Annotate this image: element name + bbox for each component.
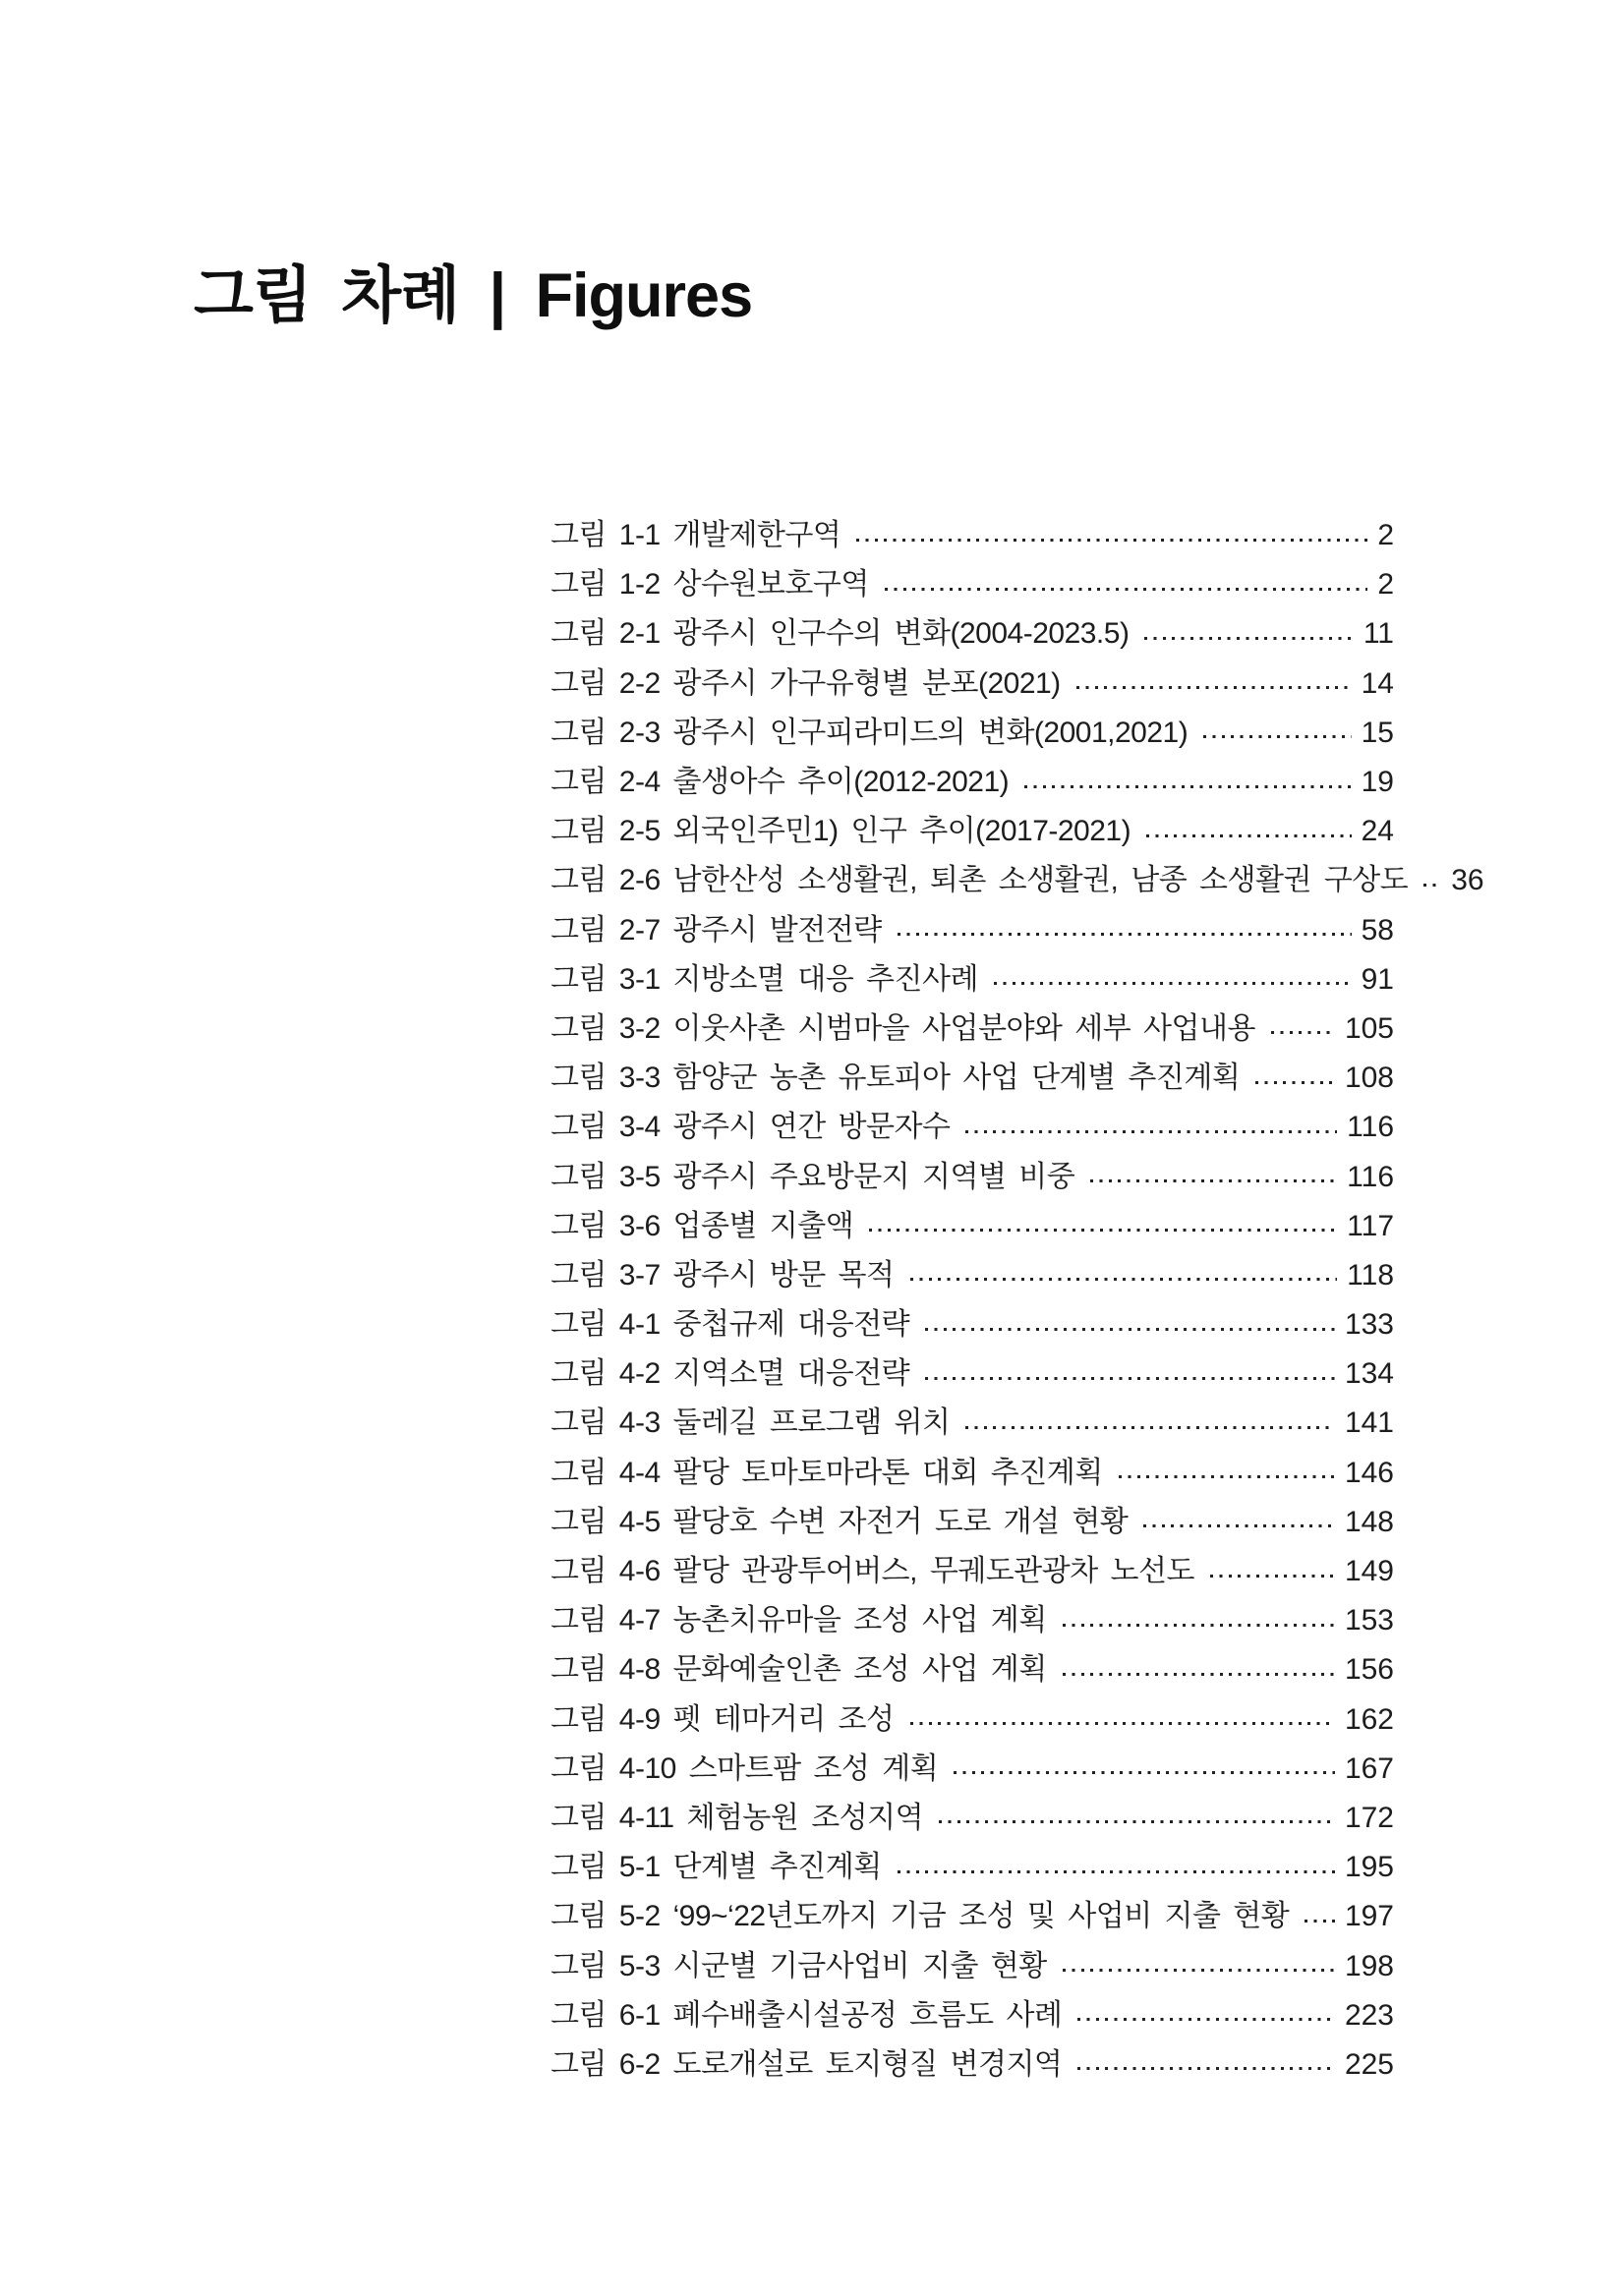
dot-leader	[939, 1820, 1335, 1823]
figure-label: 그림 4-4 팔당 토마토마라톤 대회 추진계획	[551, 1456, 1103, 1489]
figure-page-number: 141	[1344, 1406, 1394, 1440]
dot-leader	[1077, 2067, 1335, 2070]
figure-label: 그림 2-6 남한산성 소생활권, 퇴촌 소생활권, 남종 소생활권 구상도	[551, 864, 1409, 897]
figure-page-number: 225	[1344, 2047, 1394, 2081]
dot-leader	[1271, 1031, 1335, 1034]
figure-page-number: 91	[1361, 962, 1394, 996]
dot-leader	[1210, 1575, 1335, 1578]
figure-label: 그림 1-2 상수원보호구역	[551, 568, 869, 602]
dot-leader	[856, 539, 1367, 542]
figure-page-number: 198	[1344, 1949, 1394, 1982]
figure-page-number: 162	[1344, 1702, 1394, 1736]
figure-page-number: 19	[1361, 766, 1394, 799]
figure-label: 그림 6-2 도로개설로 토지형질 변경지역	[551, 2047, 1063, 2081]
figure-entry	[551, 807, 1394, 856]
figure-label: 그림 3-6 업종별 지출액	[551, 1209, 854, 1242]
dot-leader	[1203, 735, 1351, 738]
figure-label: 그림 4-6 팔당 관광투어버스, 무궤도관광차 노선도	[551, 1555, 1194, 1588]
dot-leader	[1076, 686, 1352, 689]
figure-entry	[551, 1745, 1394, 1794]
figure-entry	[551, 1202, 1394, 1251]
figure-entry	[551, 758, 1394, 807]
figure-label: 그림 4-8 문화예술인촌 조성 사업 계획	[551, 1653, 1047, 1687]
figure-page-number: 153	[1344, 1604, 1394, 1637]
figure-entry	[551, 1941, 1394, 1990]
dot-leader	[965, 1130, 1337, 1133]
figure-label: 그림 4-9 펫 테마거리 조성	[551, 1702, 895, 1736]
figure-entry	[551, 560, 1394, 609]
dot-leader	[925, 1377, 1335, 1380]
figure-page-number: 2	[1377, 568, 1394, 602]
figure-entry	[551, 1349, 1394, 1399]
dot-leader	[885, 588, 1367, 591]
figure-page-number: 156	[1344, 1653, 1394, 1687]
figure-page-number: 2	[1377, 519, 1394, 552]
figure-label: 그림 3-7 광주시 방문 목적	[551, 1258, 895, 1292]
figure-page-number: 195	[1344, 1851, 1394, 1884]
figure-entry	[551, 856, 1484, 905]
figure-page-number: 148	[1344, 1505, 1394, 1538]
figure-label: 그림 5-3 시군별 기금사업비 지출 현황	[551, 1949, 1047, 1982]
dot-leader	[1063, 1969, 1335, 1972]
figure-entry	[551, 1054, 1394, 1103]
dot-leader	[898, 933, 1352, 936]
dot-leader	[1024, 785, 1351, 788]
figure-label: 그림 4-7 농촌치유마을 조성 사업 계획	[551, 1604, 1047, 1637]
dot-leader	[1305, 1920, 1335, 1923]
dot-leader	[965, 1426, 1334, 1429]
figure-label: 그림 1-1 개발제한구역	[551, 519, 841, 552]
figure-entry	[551, 709, 1394, 758]
figure-label: 그림 6-1 폐수배출시설공정 흐름도 사례	[551, 1998, 1063, 2032]
dot-leader	[1143, 1524, 1335, 1527]
figure-page-number: 149	[1344, 1555, 1394, 1588]
figure-entry	[551, 906, 1394, 955]
figure-entry	[551, 1152, 1394, 1201]
figure-entry	[551, 1794, 1394, 1843]
figure-label: 그림 3-2 이웃사촌 시범마을 사업분야와 세부 사업내용	[551, 1011, 1255, 1045]
figure-entry	[551, 1004, 1394, 1054]
figure-page-number: 133	[1344, 1308, 1394, 1342]
figure-entry	[551, 1103, 1394, 1152]
figure-label: 그림 2-3 광주시 인구피라미드의 변화(2001,2021)	[551, 716, 1189, 749]
figure-page-number: 118	[1347, 1258, 1394, 1292]
figure-entry	[551, 955, 1394, 1004]
dot-leader	[1144, 637, 1353, 640]
figure-label: 그림 4-10 스마트팜 조성 계획	[551, 1751, 939, 1785]
page-title: 그림 차례 | Figures	[194, 261, 753, 330]
figure-page-number: 134	[1344, 1357, 1394, 1391]
figure-label: 그림 4-2 지역소멸 대응전략	[551, 1357, 910, 1391]
dot-leader	[1063, 1673, 1335, 1676]
figure-entry	[551, 1449, 1394, 1498]
figure-label: 그림 4-1 중첩규제 대응전략	[551, 1308, 910, 1342]
dot-leader	[910, 1722, 1335, 1725]
figure-page-number: 36	[1451, 864, 1484, 897]
figure-entry	[551, 1991, 1394, 2040]
figure-page-number: 11	[1363, 617, 1394, 651]
dot-leader	[1119, 1475, 1335, 1478]
figure-entry	[551, 1498, 1394, 1547]
figure-entry	[551, 1547, 1394, 1596]
figure-page-number: 146	[1344, 1456, 1394, 1489]
figure-label: 그림 5-1 단계별 추진계획	[551, 1851, 882, 1884]
figure-page-number: 116	[1347, 1111, 1394, 1144]
figure-label: 그림 3-5 광주시 주요방문지 지역별 비중	[551, 1160, 1075, 1193]
figure-page-number: 105	[1344, 1011, 1394, 1045]
figure-page-number: 223	[1344, 1998, 1394, 2032]
figure-entry	[551, 1251, 1394, 1300]
figure-label: 그림 5-2 ‘99~‘22년도까지 기금 조성 및 사업비 지출 현황	[551, 1900, 1290, 1933]
figure-label: 그림 2-7 광주시 발전전략	[551, 913, 882, 947]
figure-page-number: 116	[1347, 1160, 1394, 1193]
figure-label: 그림 3-3 함양군 농촌 유토피아 사업 단계별 추진계획	[551, 1062, 1241, 1095]
dot-leader	[1423, 884, 1441, 887]
figure-label: 그림 2-5 외국인주민1) 인구 추이(2017-2021)	[551, 815, 1131, 848]
figure-entry	[551, 609, 1394, 659]
dot-leader	[898, 1870, 1335, 1873]
dot-leader	[910, 1278, 1338, 1281]
figure-entry	[551, 1645, 1394, 1694]
figure-page-number: 172	[1344, 1801, 1394, 1834]
figure-entry	[551, 1843, 1394, 1892]
figure-entry	[551, 1695, 1394, 1745]
figure-label: 그림 3-1 지방소멸 대응 추진사례	[551, 962, 978, 996]
figures-list	[551, 511, 1484, 2090]
dot-leader	[869, 1229, 1337, 1232]
figure-label: 그림 2-1 광주시 인구수의 변화(2004-2023.5)	[551, 617, 1130, 651]
figure-label: 그림 2-2 광주시 가구유형별 분포(2021)	[551, 666, 1061, 700]
figure-label: 그림 3-4 광주시 연간 방문자수	[551, 1111, 951, 1144]
figure-page-number: 15	[1361, 716, 1394, 749]
dot-leader	[954, 1771, 1335, 1774]
dot-leader	[1090, 1179, 1337, 1182]
figure-entry	[551, 1596, 1394, 1645]
figure-page-number: 117	[1347, 1209, 1394, 1242]
dot-leader	[1255, 1081, 1335, 1084]
dot-leader	[1077, 2018, 1335, 2021]
figure-page-number: 24	[1361, 815, 1394, 848]
figure-label: 그림 4-5 팔당호 수변 자전거 도로 개설 현황	[551, 1505, 1129, 1538]
figure-label: 그림 4-11 체험농원 조성지역	[551, 1801, 924, 1834]
figure-entry	[551, 1892, 1394, 1941]
figure-entry	[551, 1399, 1394, 1448]
figure-entry	[551, 1300, 1394, 1349]
dot-leader	[1063, 1624, 1335, 1627]
figure-entry	[551, 660, 1394, 709]
figure-page-number: 167	[1344, 1751, 1394, 1785]
figure-page-number: 14	[1361, 666, 1394, 700]
figure-page-number: 108	[1344, 1062, 1394, 1095]
dot-leader	[925, 1328, 1335, 1331]
figure-page-number: 197	[1344, 1900, 1394, 1933]
dot-leader	[1146, 834, 1352, 837]
dot-leader	[994, 982, 1352, 985]
figure-entry	[551, 511, 1394, 560]
figure-label: 그림 4-3 둘레길 프로그램 위치	[551, 1406, 951, 1440]
figure-page-number: 58	[1361, 913, 1394, 947]
figure-entry	[551, 2040, 1394, 2090]
figure-label: 그림 2-4 출생아수 추이(2012-2021)	[551, 766, 1010, 799]
